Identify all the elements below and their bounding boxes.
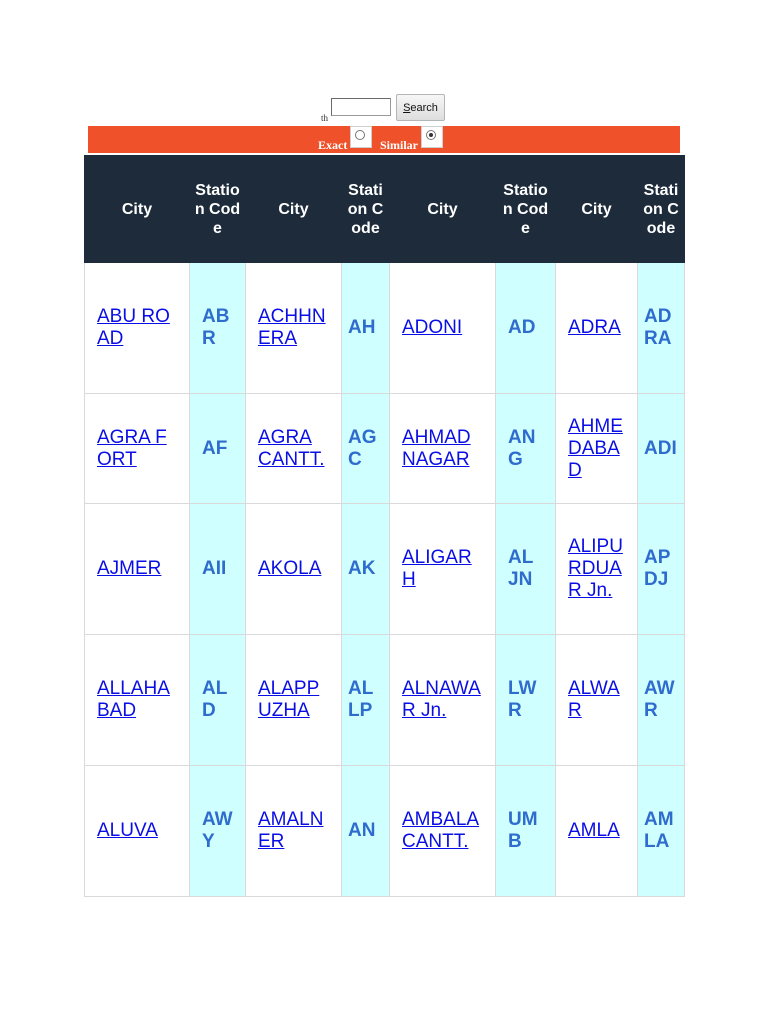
city-link[interactable]: AJMER <box>97 558 162 579</box>
station-code-cell: AMLA <box>638 766 685 897</box>
exact-label: Exact <box>318 138 348 152</box>
city-cell <box>390 504 496 635</box>
city-link[interactable]: AGRA FORT <box>97 426 167 470</box>
table-header-row <box>85 156 685 263</box>
city-link[interactable]: ADRA <box>568 317 621 338</box>
header-station-code: Station Code <box>342 156 390 263</box>
station-code-cell: AGC <box>342 394 390 504</box>
city-link[interactable]: ALLAHABAD <box>97 678 170 721</box>
station-code-cell: AF <box>190 394 246 504</box>
city-cell <box>85 263 190 394</box>
table-row <box>85 263 685 394</box>
city-link[interactable]: ALWAR <box>568 678 620 721</box>
city-cell <box>85 766 190 897</box>
header-station-code: Station Code <box>496 156 556 263</box>
city-cell <box>390 766 496 897</box>
search-button-label-rest: earch <box>410 101 438 114</box>
search-input[interactable] <box>331 98 391 116</box>
search-bar <box>0 93 768 123</box>
city-cell <box>556 766 638 897</box>
header-city: City <box>246 156 342 263</box>
header-station-code: Station Code <box>638 156 685 263</box>
table-row <box>85 635 685 766</box>
station-code-cell: ABR <box>190 263 246 394</box>
city-cell <box>246 635 342 766</box>
city-cell <box>556 635 638 766</box>
city-link[interactable]: ALIGARH <box>402 547 472 590</box>
city-cell <box>246 766 342 897</box>
station-code-cell: ALJN <box>496 504 556 635</box>
city-cell <box>390 635 496 766</box>
city-cell <box>85 635 190 766</box>
similar-label: Similar <box>380 138 418 152</box>
station-code-cell: LWR <box>496 635 556 766</box>
station-code-cell: APDJ <box>638 504 685 635</box>
match-mode-bar <box>88 126 680 153</box>
search-prefix-label: th <box>321 113 329 123</box>
station-code-cell: ADRA <box>638 263 685 394</box>
city-link[interactable]: ALUVA <box>97 820 158 841</box>
header-city: City <box>85 156 190 263</box>
city-link[interactable]: AHMADNAGAR <box>402 426 471 470</box>
search-button-label-first: S <box>403 101 411 114</box>
table-row <box>85 766 685 897</box>
station-code-cell: UMB <box>496 766 556 897</box>
city-cell <box>390 263 496 394</box>
city-link[interactable]: ACHHNERA <box>258 306 326 349</box>
city-link[interactable]: AMLA <box>568 820 620 841</box>
city-link[interactable]: AGRA CANTT. <box>258 426 325 470</box>
header-city: City <box>390 156 496 263</box>
city-cell <box>246 394 342 504</box>
header-station-code: Station Code <box>190 156 246 263</box>
city-link[interactable]: ALIPURDUAR Jn. <box>568 536 623 601</box>
search-button[interactable] <box>396 94 445 121</box>
city-cell <box>246 263 342 394</box>
city-cell <box>556 504 638 635</box>
station-code-cell: AK <box>342 504 390 635</box>
exact-radio[interactable] <box>350 126 372 148</box>
station-code-cell: AN <box>342 766 390 897</box>
header-city: City <box>556 156 638 263</box>
city-link[interactable]: ALAPPUZHA <box>258 678 320 721</box>
similar-radio[interactable] <box>421 126 443 148</box>
city-cell <box>85 394 190 504</box>
city-link[interactable]: AKOLA <box>258 558 322 579</box>
station-code-cell: AH <box>342 263 390 394</box>
city-cell <box>85 504 190 635</box>
similar-radio-circle <box>426 130 436 140</box>
city-cell <box>246 504 342 635</box>
table-row <box>85 394 685 504</box>
station-code-cell: AWR <box>638 635 685 766</box>
station-code-cell: AWY <box>190 766 246 897</box>
city-link[interactable]: ABU ROAD <box>97 306 170 349</box>
city-link[interactable]: ALNAWAR Jn. <box>402 678 481 721</box>
station-code-cell: ALLP <box>342 635 390 766</box>
city-link[interactable]: AHMEDABAD <box>568 415 623 481</box>
city-link[interactable]: ADONI <box>402 317 463 338</box>
city-cell <box>556 263 638 394</box>
station-code-cell: AII <box>190 504 246 635</box>
exact-radio-circle <box>355 130 365 140</box>
station-code-cell: AD <box>496 263 556 394</box>
station-code-cell: ADI <box>638 394 685 504</box>
station-code-cell: ALD <box>190 635 246 766</box>
table-row <box>85 504 685 635</box>
station-code-table <box>84 155 685 897</box>
station-code-cell: ANG <box>496 394 556 504</box>
city-link[interactable]: AMBALA CANTT. <box>402 809 480 852</box>
city-link[interactable]: AMALNER <box>258 809 324 852</box>
city-cell <box>390 394 496 504</box>
city-cell <box>556 394 638 504</box>
